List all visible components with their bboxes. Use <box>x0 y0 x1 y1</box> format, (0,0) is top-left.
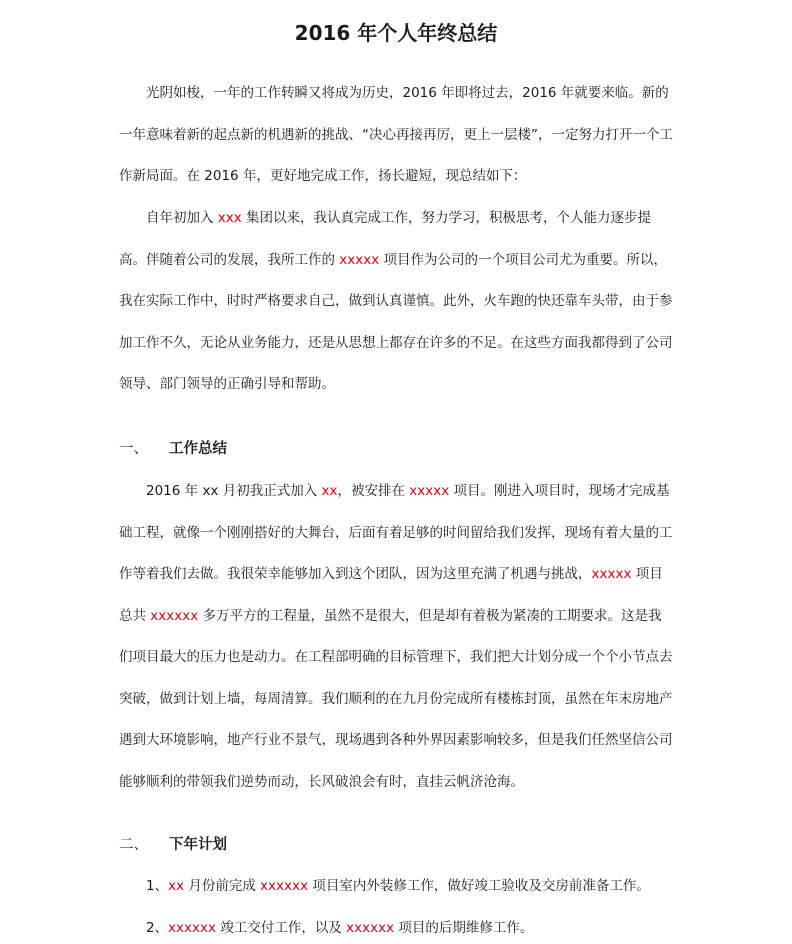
placeholder-text: xx <box>168 878 185 894</box>
placeholder-text: xxxxxx <box>260 878 309 894</box>
section-1-heading <box>119 437 227 461</box>
placeholder-text: xx <box>321 483 338 499</box>
text-run: 项目总共 <box>119 566 663 624</box>
text-run: 项目室内外装修工作，做好竣工验收及交房前准备工作。 <box>308 878 650 894</box>
placeholder-text: xxxxx <box>591 566 632 582</box>
plan-item-1 <box>146 874 650 898</box>
item-number: 2、 <box>146 920 169 936</box>
intro-paragraph-1: 光阴如梭，一年的工作转瞬又将成为历史，2016 年即将过去，2016 年就要来临。新的一年意味着新的起点新的机遇新的挑战、“决心再接再厉，更上一层楼”，一定努力打开一个工作新局面。在 2016 年，更好地完成工作，扬长避短，现总结如下： <box>119 85 673 184</box>
placeholder-text: xxxxxx <box>168 920 217 936</box>
text-run: 集团以来，我认真完成工作，努力学习，积极思考，个人能力逐步提高。伴随着公司的发展，我所工作的 <box>119 210 652 268</box>
text-run: 竣工交付工作，以及 <box>216 920 347 936</box>
section-title: 工作总结 <box>169 441 227 457</box>
section-title: 下年计划 <box>169 837 227 853</box>
section-1-paragraph <box>119 471 675 803</box>
placeholder-text: xxxxxx <box>150 607 199 624</box>
text-run: 项目。刚进入项目时，现场才完成基础工程，就像一个刚刚搭好的大舞台，后面有着足够的时间留给我们发挥，现场有着大量的工作等着我们去做。我很荣幸能够加入到这个团队，因为这里充满了机遇与挑战， <box>119 483 673 582</box>
text-run: 2016 年 xx 月初我正式加入 <box>146 483 322 499</box>
text-run: ，被安排在 <box>337 483 410 499</box>
section-number: 一、 <box>119 441 148 457</box>
text-run: 多万平方的工程量，虽然不是很大，但是却有着极为紧凑的工期要求。这是我们项目最大的压力也是动力。在工程部明确的目标管理下，我们把大计划分成一个个小节点去突破，做到计划上墙，每周清算。我们顺利的在九月份完成所有楼栋封顶，虽然在年末房地产遇到大环境影响，地产行业不景气，现场遇到各种外界因素影响较多，但是我们任然坚信公司能够顺利的带领我们逆势而动，长风破浪会有时，直挂云帆济沧海。 <box>119 607 673 790</box>
text-run: 项目的后期维修工作。 <box>394 920 534 936</box>
document-title: 2016 年个人年终总结 <box>294 21 498 45</box>
intro-paragraph-2 <box>119 198 675 406</box>
plan-item-2 <box>146 916 533 940</box>
placeholder-text: xxxxxx <box>346 920 395 936</box>
text-run: 项目作为公司的一个项目公司尤为重要。所以，我在实际工作中，时时严格要求自己，做到认真谨慎。此外，火车跑的快还靠车头带，由于参加工作不久，无论从业务能力，还是从思想上都存在许多的不足。在这些方面我都得到了公司领导、部门领导的正确引导和帮助。 <box>119 251 673 392</box>
placeholder-text: xxxxx <box>339 251 380 268</box>
section-number: 二、 <box>119 837 148 853</box>
text-run: 自年初加入 <box>146 210 218 226</box>
placeholder-text: xxxxx <box>409 483 450 499</box>
item-number: 1、 <box>146 878 169 894</box>
section-2-heading <box>119 833 227 857</box>
placeholder-text: xxx <box>217 210 242 226</box>
text-run: 月份前完成 <box>184 878 261 894</box>
